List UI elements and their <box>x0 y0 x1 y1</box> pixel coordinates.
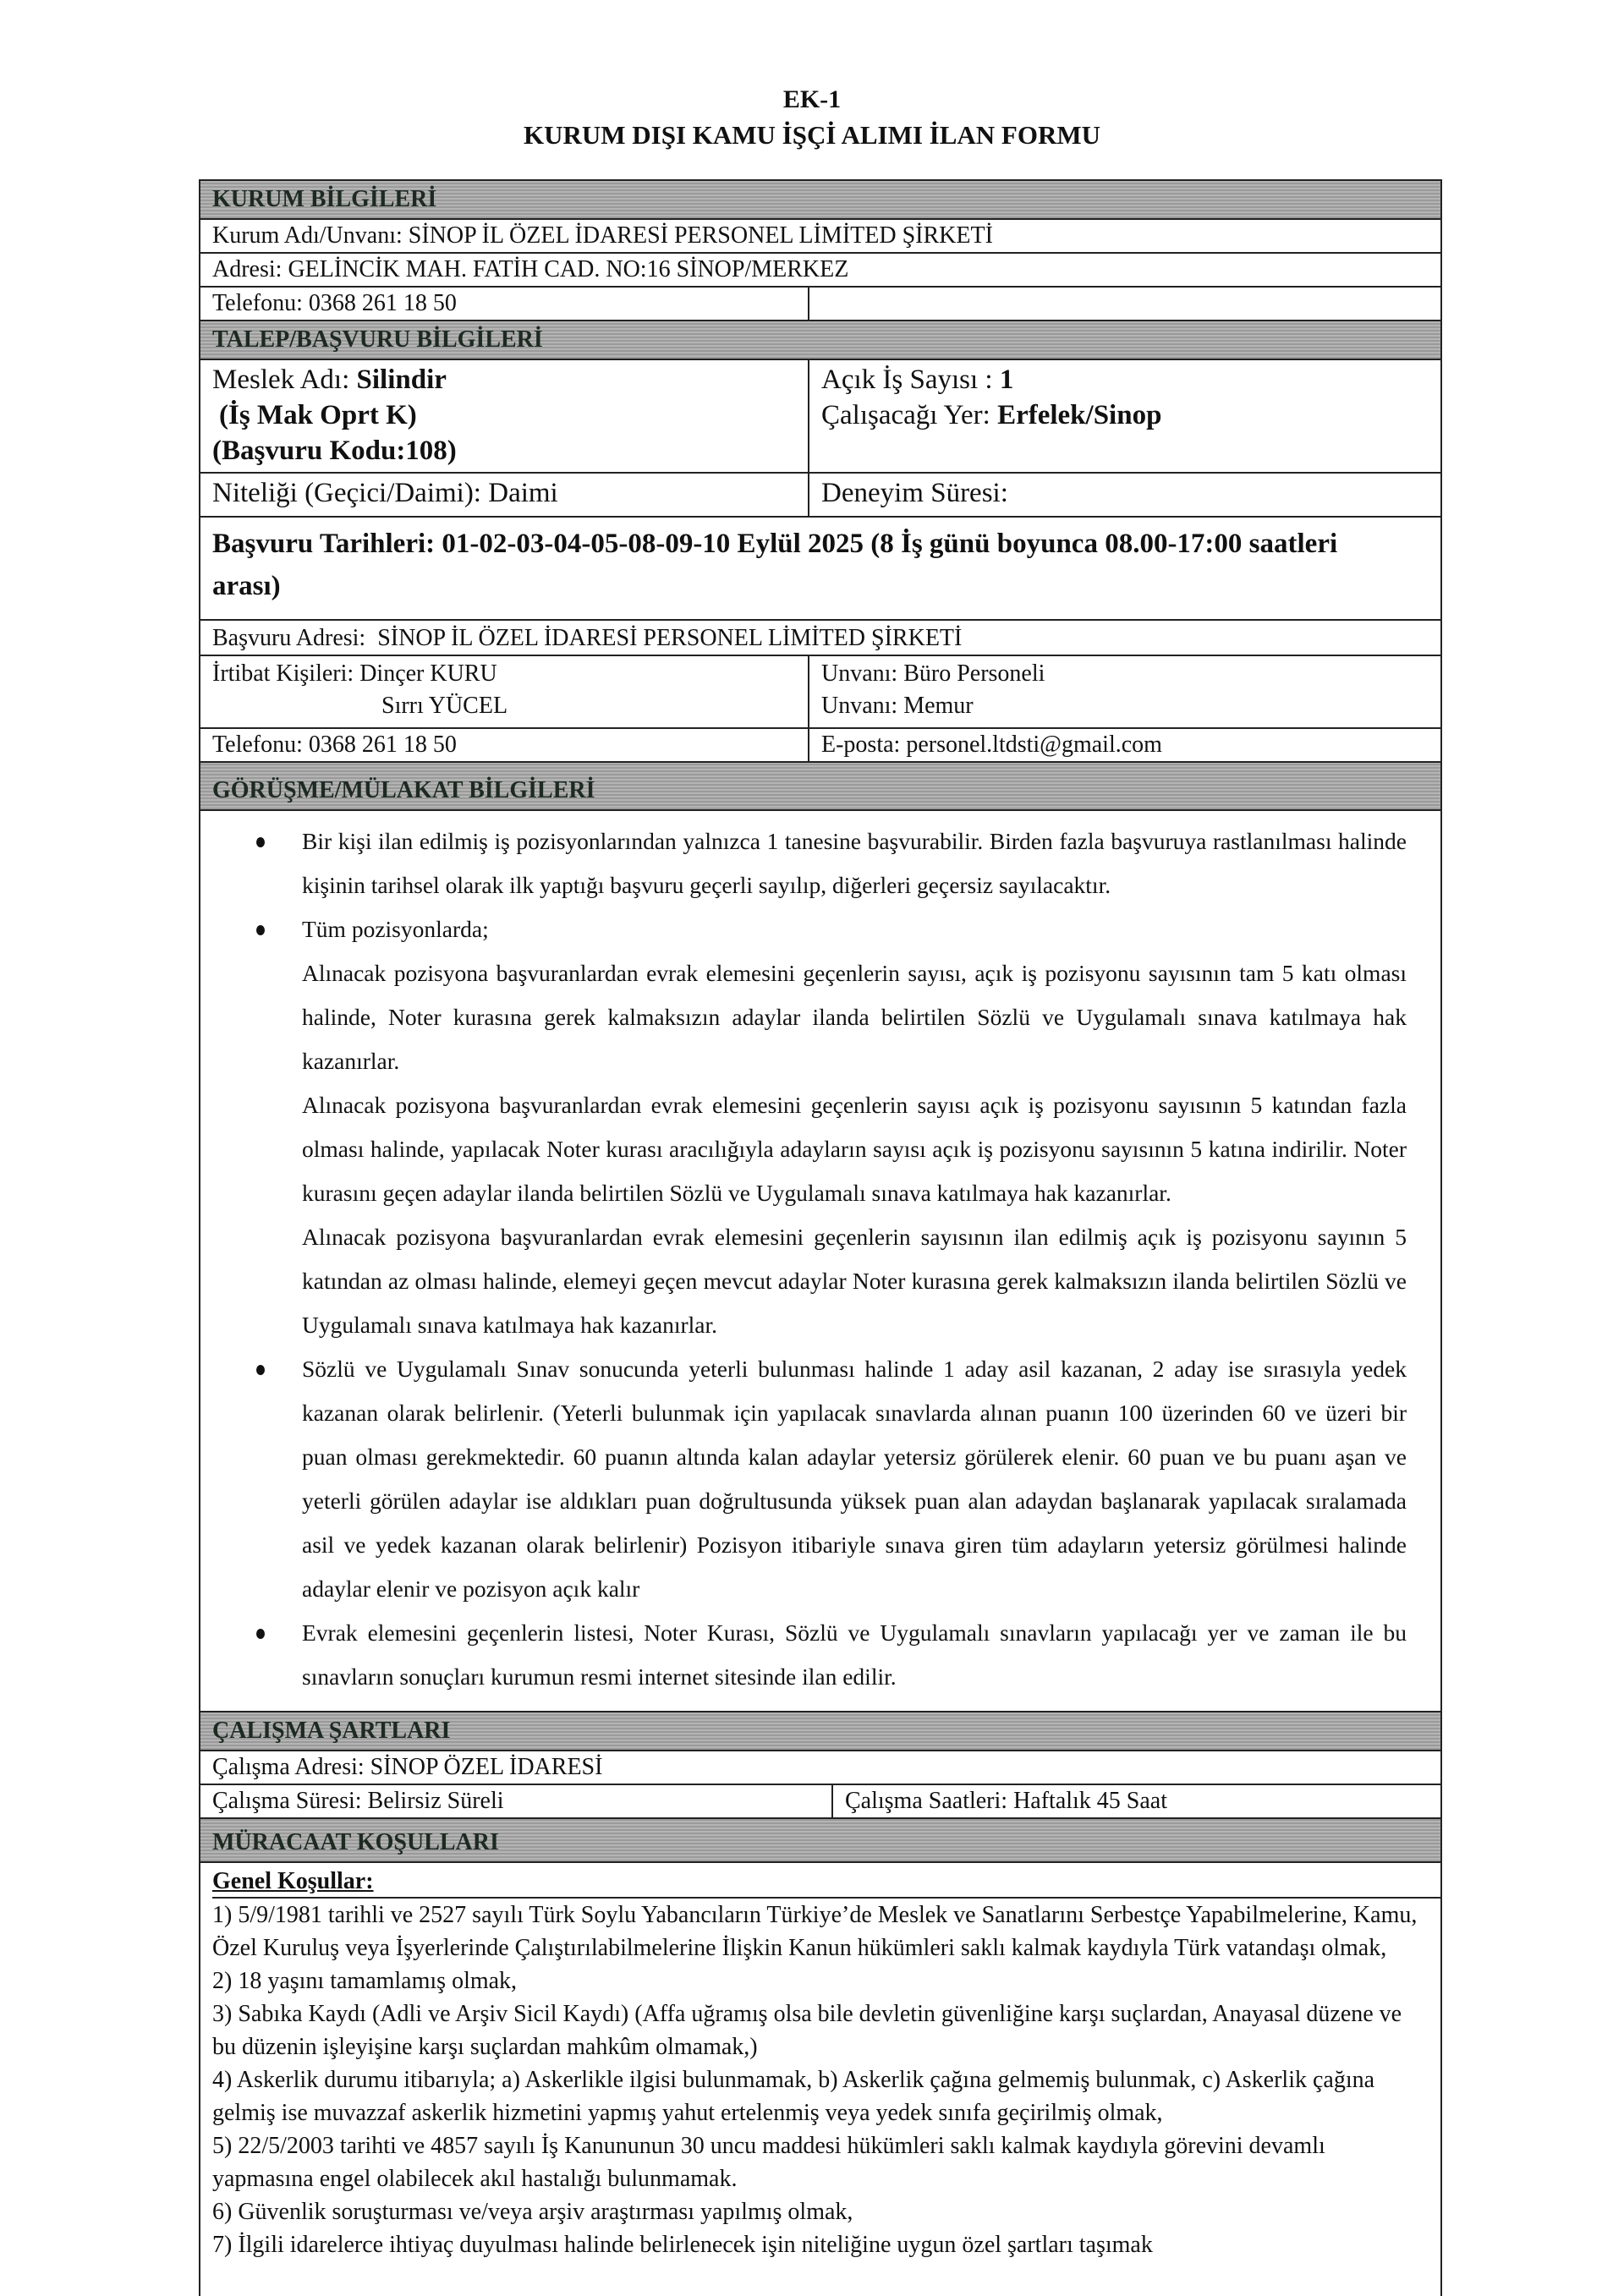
form-title: KURUM DIŞI KAMU İŞÇİ ALIMI İLAN FORMU <box>523 120 1101 150</box>
condition-item: 6) Güvenlik soruşturması ve/veya arşiv araştırması yapılmış olmak, <box>212 2199 853 2225</box>
section-gorusme: GÖRÜŞME/MÜLAKAT BİLGİLERİ <box>200 763 1440 811</box>
acik-is-sayisi: 1 <box>999 364 1014 395</box>
label: Telefonu: <box>212 732 303 758</box>
meslek-detail: (İş Mak Oprt K) <box>219 400 417 430</box>
genel-kosullar <box>200 1863 1440 2261</box>
label: Başvuru Adresi: <box>212 625 366 651</box>
label: İrtibat Kişileri: <box>212 660 354 687</box>
contact-phone: 0368 261 18 50 <box>308 732 457 758</box>
condition-item: 2) 18 yaşını tamamlamış olmak, <box>212 1968 518 1994</box>
bullet-subitem: Alınacak pozisyona başvuranlardan evrak elemesini geçenlerin sayısı açık iş pozisyonu sayısının 5 katından fazla olması halinde, yapılacak Noter kurası aracılığıyla adayların sayısı açık iş pozisyonu sayısının 5 katına indirilir. Noter kurasını geçen adaylar ilanda belirtilen Sözlü ve Uygulamalı sınava katılmaya hak kazanırlar. <box>302 1092 1407 1206</box>
contact-1-title: Unvanı: Büro Personeli <box>821 660 1045 687</box>
condition-item: 3) Sabıka Kaydı (Adli ve Arşiv Sicil Kaydı) (Affa uğramış olsa bile devletin güvenliğine karşı suçlardan, Anayasal düzene ve bu düzenin işleyişine karşı suçlardan mahkûm olmamak,) <box>212 2001 1402 2060</box>
kurum-name-row <box>200 220 1440 254</box>
bullet-item: Bir kişi ilan edilmiş iş pozisyonlarından yalnızca 1 tanesine başvurabilir. Birden fazla başvuruya rastlanılması halinde kişinin tarihsel olarak ilk yaptığı başvuru geçerli sayılıp, diğerleri geçersiz sayılacaktır. <box>251 819 1407 907</box>
gorusme-body <box>200 811 1440 1712</box>
basvuru-adresi: SİNOP İL ÖZEL İDARESİ PERSONEL LİMİTED ŞİRKETİ <box>377 625 963 651</box>
label: Açık İş Sayısı : <box>821 364 993 395</box>
kurum-address-row <box>200 254 1440 288</box>
bullet-item: Sözlü ve Uygulamalı Sınav sonucunda yeterli bulunması halinde 1 aday asil kazanan, 2 aday ise sırasıyla yedek kazanan olarak belirlenir. (Yeterli bulunmak için yapılacak sınavlarda alınan puanın 100 üzerinden 60 ve üzeri bir puan olması gerekmektedir. 60 puanın altında kalan adaylar yetersiz görülerek elenir. 60 puan ve bu puanı aşan ve yeterli görülen adaylar ise aldıkları puan doğrultusunda yüksek puan alan adaydan başlanarak yapılacak sıralamada asil ve yedek kazanan olarak belirlenir) Pozisyon itibariyle sınava giren tüm adayların yetersiz görülmesi halinde adaylar elenir ve pozisyon açık kalır <box>251 1347 1407 1611</box>
meslek-row <box>200 360 1440 474</box>
calisma-adresi: Çalışma Adresi: SİNOP ÖZEL İDARESİ <box>212 1754 603 1780</box>
label: Telefonu: <box>212 290 303 316</box>
contact-phone-row <box>200 729 1440 763</box>
contact-email[interactable]: personel.ltdsti@gmail.com <box>906 732 1162 758</box>
calisma-suresi: Çalışma Süresi: Belirsiz Süreli <box>200 1785 833 1817</box>
application-form <box>199 179 1442 2296</box>
calisma-saatleri: Çalışma Saatleri: Haftalık 45 Saat <box>845 1788 1168 1814</box>
kurum-address: GELİNCİK MAH. FATİH CAD. NO:16 SİNOP/MERKEZ <box>288 256 849 282</box>
label: Kurum Adı/Unvanı: <box>212 222 403 249</box>
condition-item: 5) 22/5/2003 tarihti ve 4857 sayılı İş Kanununun 30 uncu maddesi hükümleri saklı kalmak kaydıyla görevini devamlı yapmasına engel olabilecek akıl hastalığı bulunmamak. <box>212 2133 1325 2192</box>
section-talep: TALEP/BAŞVURU BİLGİLERİ <box>200 321 1440 360</box>
meslek: Silindir <box>356 364 447 395</box>
label: E-posta: <box>821 732 901 758</box>
calisma-adresi-row <box>200 1751 1440 1785</box>
label: Meslek Adı: <box>212 364 350 395</box>
kurum-phone-row <box>200 288 1440 321</box>
condition-item: 1) 5/9/1981 tarihli ve 2527 sayılı Türk Soylu Yabancıların Türkiye’de Meslek ve Sanatlarını Serbestçe Yapabilmelerine, Kamu, Özel Kuruluş veya İşyerlerinde Çalıştırılabilmelerine İlişkin Kanun hükümleri saklı kalmak kaydıyla Türk vatandaşı olmak, <box>212 1902 1418 1961</box>
bullet-item: Evrak elemesini geçenlerin listesi, Noter Kurası, Sözlü ve Uygulamalı sınavların yapılacağı yer ve zaman ile bu sınavların sonuçları kurumun resmi internet sitesinde ilan edilir. <box>251 1611 1407 1699</box>
annex-label: EK-1 <box>782 85 842 113</box>
nitelik-row <box>200 474 1440 518</box>
label: Adresi: <box>212 256 283 282</box>
irtibat-row <box>200 656 1440 729</box>
basvuru-kodu: (Başvuru Kodu:108) <box>212 436 457 466</box>
basvuru-adresi-row <box>200 621 1440 656</box>
section-calisma: ÇALIŞMA ŞARTLARI <box>200 1712 1440 1751</box>
bullet-subitem: Alınacak pozisyona başvuranlardan evrak elemesini geçenlerin sayısının ilan edilmiş açık iş pozisyonu sayının 5 katından az olması halinde, elemeyi geçen mevcut adaylar Noter kurasına gerek kalmaksızın ilanda belirtilen Sözlü ve Uygulamalı sınava katılmaya hak kazanırlar. <box>302 1224 1407 1338</box>
basvuru-tarihleri: Başvuru Tarihleri: 01-02-03-04-05-08-09-10 Eylül 2025 (8 İş günü boyunca 08.00-17:00 saatleri arası) <box>212 529 1338 601</box>
genel-kosullar-heading: Genel Koşullar: <box>212 1863 1440 1899</box>
calisma-sure-row <box>200 1785 1440 1819</box>
condition-item: 7) İlgili idarelerce ihtiyaç duyulması halinde belirlenecek işin niteliğine uygun özel şartları taşımak <box>212 2232 1153 2258</box>
bullet-item: Tüm pozisyonlarda; <box>251 907 1407 951</box>
nitelik: Daimi <box>488 478 558 508</box>
calisacagi-yer: Erfelek/Sinop <box>997 400 1162 430</box>
contact-2: Sırrı YÜCEL <box>381 693 508 719</box>
condition-item: 4) Askerlik durumu itibarıyla; a) Askerlikle ilgisi bulunmamak, b) Askerlik çağına gelmemiş bulunmak, c) Askerlik çağına gelmiş ise muvazzaf askerlik hizmetini yapmış yahut ertelenmiş veya yedek sınıfa geçirilmiş olmak, <box>212 2067 1375 2126</box>
section-kurum: KURUM BİLGİLERİ <box>200 181 1440 220</box>
contact-1: Dinçer KURU <box>359 660 497 687</box>
empty-cell <box>809 288 1440 320</box>
label: Çalışacağı Yer: <box>821 400 990 430</box>
label: Niteliği (Geçici/Daimi): <box>212 478 481 508</box>
kurum-name: SİNOP İL ÖZEL İDARESİ PERSONEL LİMİTED ŞİRKETİ <box>408 222 993 249</box>
tarihler-row <box>200 518 1440 621</box>
bullet-subitem: Alınacak pozisyona başvuranlardan evrak elemesini geçenlerin sayısı, açık iş pozisyonu sayısının tam 5 katı olması halinde, Noter kurasına gerek kalmaksızın adaylar ilanda belirtilen Sözlü ve Uygulamalı sınava katılmaya hak kazanırlar. <box>302 960 1407 1074</box>
deneyim-suresi: Deneyim Süresi: <box>821 478 1008 508</box>
kurum-phone: 0368 261 18 50 <box>308 290 457 316</box>
contact-2-title: Unvanı: Memur <box>821 693 974 719</box>
section-muracaat: MÜRACAAT KOŞULLARI <box>200 1819 1440 1863</box>
